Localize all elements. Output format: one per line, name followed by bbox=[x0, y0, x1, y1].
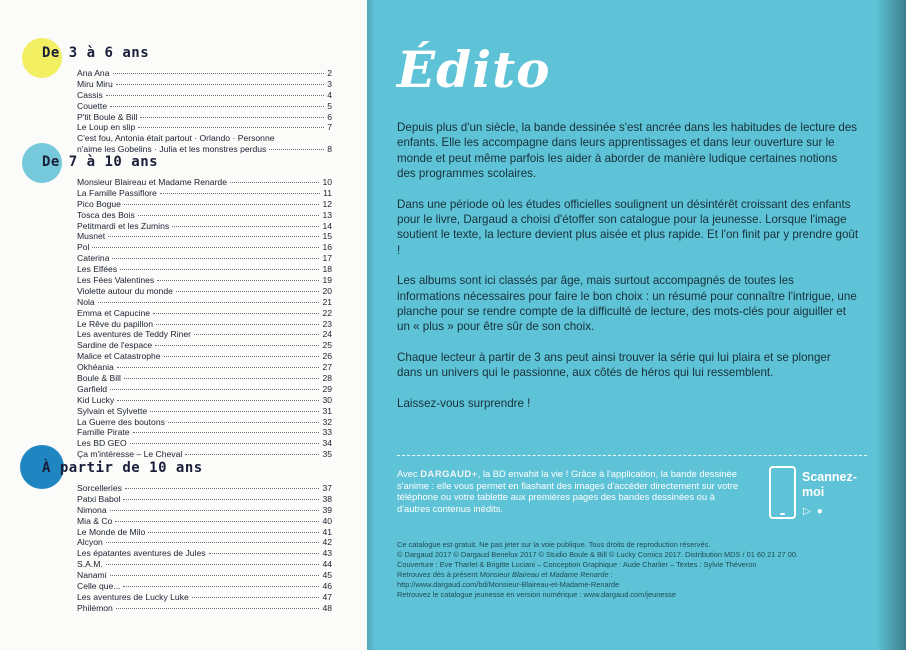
toc-item-multi[interactable]: C'est fou, Antonia était partout · Orlando · Personne n'aime les Gobelins · Julia et les monstres perdus 8 bbox=[77, 133, 332, 155]
paragraph: Laissez-vous surprendre ! bbox=[397, 396, 531, 410]
store-icons bbox=[803, 506, 823, 517]
section-title: De 7 à 10 ans bbox=[42, 154, 159, 170]
section-header bbox=[22, 44, 332, 64]
toc-item[interactable]: Celle que... 46 bbox=[77, 581, 332, 592]
section-header bbox=[22, 153, 332, 173]
toc-list bbox=[22, 177, 332, 460]
toc-item[interactable]: Patxi Babol 38 bbox=[77, 493, 332, 504]
toc-item[interactable]: Les aventures de Teddy Riner 24 bbox=[77, 329, 332, 340]
scan-label: Scannez-moi bbox=[802, 470, 857, 499]
book-spine bbox=[367, 0, 375, 650]
section-header bbox=[22, 459, 332, 479]
toc-item[interactable]: Sardine de l'espace 25 bbox=[77, 340, 332, 351]
toc-item[interactable]: Petitmardi et les Zumins 14 bbox=[77, 220, 332, 231]
toc-item[interactable]: Nola 21 bbox=[77, 296, 332, 307]
toc-item[interactable]: Miru Miru 3 bbox=[77, 78, 332, 89]
toc-item[interactable]: La Guerre des boutons 32 bbox=[77, 416, 332, 427]
credits: Ce catalogue est gratuit. Ne pas jeter sur la voie publique. Tous droits de reproduction réservés. © Dargaud 2017 © Dargaud Benelux 2017 © Studio Boule & Bill © Lucky Comics 2017. Distribution MDS / 01 60 21 27 00. Couverture : Eve Tharlet & Brigitte Luciani – Conception Graphique : Aude Charlier – Textes : Sylvie Théveron Retrouvez dès à présent Monsieur Blaireau et Madame Renarde : http://www.dargaud.com/bd/Monsieur-Blaireau-et-Madame-Renarde Retrouvez le catalogue jeunesse en version numérique : www.dargaud.com/jeunesse bbox=[397, 540, 867, 601]
toc-item[interactable]: Monsieur Blaireau et Madame Renarde 10 bbox=[77, 177, 332, 187]
toc-item[interactable]: Nimona 39 bbox=[77, 504, 332, 515]
toc-item[interactable]: Pico Bogue 12 bbox=[77, 198, 332, 209]
toc-item[interactable]: Les Elfées 18 bbox=[77, 264, 332, 275]
toc-item[interactable]: Musnet 15 bbox=[77, 231, 332, 242]
toc-item[interactable]: Okhéania 27 bbox=[77, 362, 332, 373]
toc-list bbox=[22, 68, 332, 155]
toc-item[interactable]: Violette autour du monde 20 bbox=[77, 285, 332, 296]
paragraph: Depuis plus d'un siècle, la bande dessinée s'est ancrée dans les habitudes de lecture des enfants. Elle les accompagne dans leurs apprentissages et dans leur ouverture sur le monde et peut même parfois les aider à aborder de manière ludique certaines notions des programmes scolaires. bbox=[397, 121, 858, 181]
app-promo: Avec DARGAUD+, la BD envahit la vie ! Grâce à l'application, la bande dessinée s'anime : elle vous permet en flashant des images d'accéder directement sur votre téléphone ou votre tablette aux premières pages des bandes dessinées ou à d'autres contenus inédits. bbox=[397, 468, 739, 514]
smartphone-icon bbox=[769, 466, 796, 519]
toc-item[interactable]: Boule & Bill 28 bbox=[77, 373, 332, 384]
toc-item[interactable]: Kid Lucky 30 bbox=[77, 394, 332, 405]
toc-item[interactable]: Couette 5 bbox=[77, 100, 332, 111]
toc-item[interactable]: Emma et Capucine 22 bbox=[77, 307, 332, 318]
toc-item[interactable]: Les Fées Valentines 19 bbox=[77, 275, 332, 286]
section-3-6 bbox=[22, 44, 332, 155]
toc-item[interactable]: Famille Pirate 33 bbox=[77, 427, 332, 438]
section-10-plus bbox=[22, 459, 332, 614]
toc-item[interactable]: Ça m'intéresse – Le Cheval 35 bbox=[77, 449, 332, 460]
toc-item[interactable]: Les épatantes aventures de Jules 43 bbox=[77, 548, 332, 559]
toc-page bbox=[0, 0, 367, 650]
toc-item[interactable]: Le Loup en slip 7 bbox=[77, 122, 332, 133]
toc-item[interactable]: Sorcelleries 37 bbox=[77, 483, 332, 493]
toc-item[interactable]: Cassis 4 bbox=[77, 89, 332, 100]
link[interactable]: http://www.dargaud.com/bd/Monsieur-Blaireau-et-Madame-Renarde bbox=[397, 580, 620, 590]
link[interactable]: Retrouvez le catalogue jeunesse en version numérique : www.dargaud.com/jeunesse bbox=[397, 590, 676, 600]
toc-item[interactable]: Les BD GEO 34 bbox=[77, 438, 332, 449]
toc-item[interactable]: S.A.M. 44 bbox=[77, 559, 332, 570]
toc-item[interactable]: Les aventures de Lucky Luke 47 bbox=[77, 591, 332, 602]
edito-body bbox=[397, 120, 859, 426]
toc-item[interactable]: Tosca des Bois 13 bbox=[77, 209, 332, 220]
paragraph: Dans une période où les études officielles soulignent un désintérêt croissant des enfants pour le livre, Dargaud a choisi d'étoffer son catalogue pour la jeunesse. Lorsque l'image soutient le texte, la lecture devient plus aisée et plus rapide. Et l'on finit par y prendre goût ! bbox=[397, 197, 859, 257]
section-title: À partir de 10 ans bbox=[42, 460, 203, 476]
toc-item[interactable]: Le Monde de Milo 41 bbox=[77, 526, 332, 537]
toc-list bbox=[22, 483, 332, 614]
toc-item[interactable]: Malice et Catastrophe 26 bbox=[77, 351, 332, 362]
google-play-icon[interactable]: ▷ bbox=[803, 506, 811, 517]
page-edge bbox=[876, 0, 906, 650]
dargaud-plus-brand: DARGAUD+ bbox=[420, 468, 478, 479]
toc-item[interactable]: Nanami 45 bbox=[77, 570, 332, 581]
toc-item[interactable]: Garfield 29 bbox=[77, 383, 332, 394]
paragraph: Chaque lecteur à partir de 3 ans peut ainsi trouver la série qui lui plaira et se plonger dans un univers qui le passionne, aux côtés de héros qui lui ressemblent. bbox=[397, 350, 831, 380]
toc-item[interactable]: Ana Ana 2 bbox=[77, 68, 332, 78]
dashed-divider bbox=[397, 455, 867, 456]
toc-item[interactable]: Pol 16 bbox=[77, 242, 332, 253]
toc-item[interactable]: P'tit Boule & Bill 6 bbox=[77, 111, 332, 122]
toc-item[interactable]: Alcyon 42 bbox=[77, 537, 332, 548]
section-title: De 3 à 6 ans bbox=[42, 45, 150, 61]
apple-icon[interactable]: ● bbox=[816, 506, 823, 517]
toc-item[interactable]: Caterina 17 bbox=[77, 253, 332, 264]
toc-item[interactable]: Mia & Co 40 bbox=[77, 515, 332, 526]
toc-item[interactable]: Philémon 48 bbox=[77, 602, 332, 613]
toc-item[interactable]: Le Rêve du papillon 23 bbox=[77, 318, 332, 329]
section-7-10 bbox=[22, 153, 332, 460]
toc-item[interactable]: La Famille Passiflore 11 bbox=[77, 187, 332, 198]
toc-item[interactable]: Sylvain et Sylvette 31 bbox=[77, 405, 332, 416]
paragraph: Les albums sont ici classés par âge, mais surtout accompagnés de toutes les informations nécessaires pour faire le bon choix : un résumé pour connaître l'intrigue, une planche pour se rendre compte de la difficulté de lecture, des mots-clés pour aiguiller et un « plus » pour être sûr de son choix. bbox=[397, 274, 857, 334]
edito-title: Édito bbox=[397, 40, 551, 99]
